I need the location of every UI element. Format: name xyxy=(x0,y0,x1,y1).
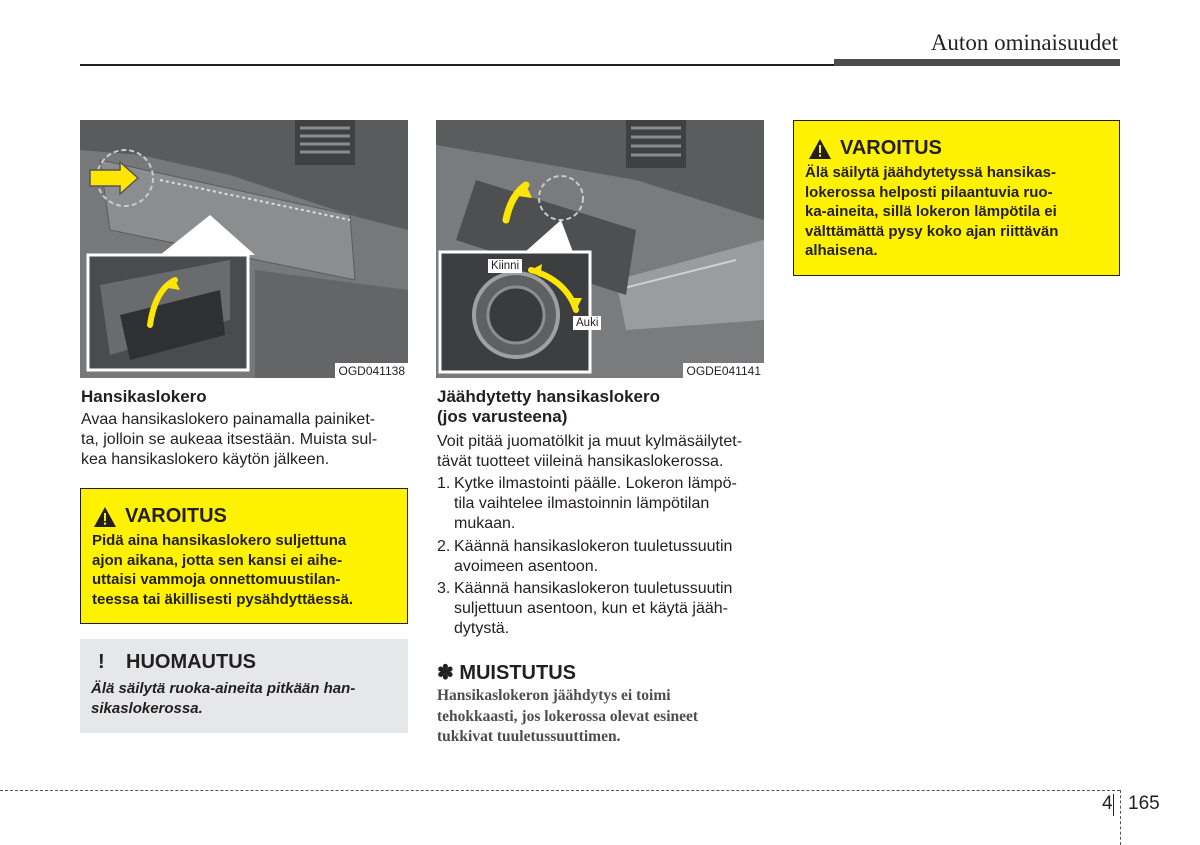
warning-line: lokerossa helposti pilaantuvia ruo- xyxy=(805,183,1053,201)
step-line: dytystä. xyxy=(454,620,510,637)
glovebox-photo xyxy=(80,120,408,378)
step-item xyxy=(437,474,767,536)
warning-line: alhaisena. xyxy=(805,242,878,259)
warning-header xyxy=(93,505,227,528)
notice-box xyxy=(80,639,408,733)
warning-title: VAROITUS xyxy=(840,137,942,159)
warning-header xyxy=(808,137,942,160)
vent-open-label: Auki xyxy=(573,316,601,330)
step-text xyxy=(454,474,764,534)
step-number: 1. xyxy=(437,475,451,492)
body-line: kea hansikaslokero käytön jälkeen. xyxy=(81,451,330,468)
glovebox-heading: Hansikaslokero xyxy=(81,387,207,406)
glovebox-illustration xyxy=(80,120,408,378)
memo-line: Hansikaslokeron jäähdytys ei toimi xyxy=(437,687,671,704)
warning-text xyxy=(805,163,1111,261)
figure-code: OGD041138 xyxy=(335,363,409,378)
memo-text xyxy=(437,686,765,748)
warning-line: ka-aineita, sillä lokeron lämpötila ei xyxy=(805,203,1057,220)
warning-box xyxy=(80,488,408,624)
warning-triangle-icon xyxy=(808,138,832,160)
step-line: mukaan. xyxy=(454,515,516,532)
footer-divider xyxy=(1120,790,1121,845)
warning-line: uttaisi vammoja onnettomuustilan- xyxy=(92,571,341,588)
step-item xyxy=(437,537,767,579)
cooling-vent-illustration xyxy=(436,120,764,378)
header-rule-accent xyxy=(834,59,1120,66)
step-line: suljettuun asentoon, kun et käytä jääh- xyxy=(454,600,728,617)
page-separator xyxy=(1113,794,1114,816)
notice-line: sikaslokerossa. xyxy=(91,699,203,717)
cooled-glovebox-photo xyxy=(436,120,764,378)
warning-line: Älä säilytä jäähdytetyssä hansikas- xyxy=(805,164,1056,181)
page-number: 165 xyxy=(1128,793,1160,814)
warning-text xyxy=(92,531,398,609)
figure-code: OGDE041141 xyxy=(683,363,765,378)
step-text xyxy=(454,537,764,577)
body-line: ta, jolloin se aukeaa itsestään. Muista sul- xyxy=(81,431,378,448)
step-line: Käännä hansikaslokeron tuuletussuutin xyxy=(454,580,733,597)
warning-triangle-icon xyxy=(93,506,117,528)
step-line: tila vaihtelee ilmastoinnin lämpötilan xyxy=(454,495,710,512)
step-line: avoimeen asentoon. xyxy=(454,558,599,575)
memo-line: tehokkaasti, jos lokerossa olevat esineet xyxy=(437,707,699,725)
chapter-number: 4 xyxy=(1102,793,1113,814)
notice-text xyxy=(91,679,401,718)
notice-header xyxy=(98,651,256,674)
step-line: Käännä hansikaslokeron tuuletussuutin xyxy=(454,538,733,555)
warning-box xyxy=(793,120,1120,276)
cooled-intro xyxy=(437,432,767,472)
body-line: tävät tuotteet viileinä hansikaslokerossa. xyxy=(437,453,724,470)
footer-rule xyxy=(0,790,1120,791)
warning-line: välttämättä pysy koko ajan riittävän xyxy=(805,222,1059,240)
heading-line: Jäähdytetty hansikaslokero xyxy=(437,387,660,406)
body-line: Voit pitää juomatölkit ja muut kylmäsäilytet- xyxy=(437,433,743,450)
heading-line: (jos varusteena) xyxy=(437,407,568,426)
step-text xyxy=(454,579,764,639)
warning-line: Pidä aina hansikaslokero suljettuna xyxy=(92,532,347,549)
vent-closed-label: Kiinni xyxy=(488,259,522,273)
warning-line: ajon aikana, jotta sen kansi ei aihe- xyxy=(92,551,343,569)
notice-line: Älä säilytä ruoka-aineita pitkään han- xyxy=(91,680,356,697)
glovebox-body xyxy=(81,410,411,470)
step-number: 2. xyxy=(437,538,451,555)
section-title: Auton ominaisuudet xyxy=(930,30,1118,55)
memo-line: tukkivat tuuletussuuttimen. xyxy=(437,728,621,745)
warning-title: VAROITUS xyxy=(125,505,227,527)
step-number: 3. xyxy=(437,580,451,597)
cooled-glovebox-heading xyxy=(437,387,660,427)
step-item xyxy=(437,579,767,641)
exclamation-icon: ! xyxy=(98,651,105,673)
warning-line: teessa tai äkillisesti pysähdyttäessä. xyxy=(92,590,353,608)
notice-title: HUOMAUTUS xyxy=(126,651,256,673)
body-line: Avaa hansikaslokero painamalla painiket- xyxy=(81,411,376,428)
memo-title: ✽ MUISTUTUS xyxy=(437,662,576,684)
step-line: Kytke ilmastointi päälle. Lokeron lämpö- xyxy=(454,475,737,492)
header-rule xyxy=(80,64,834,66)
